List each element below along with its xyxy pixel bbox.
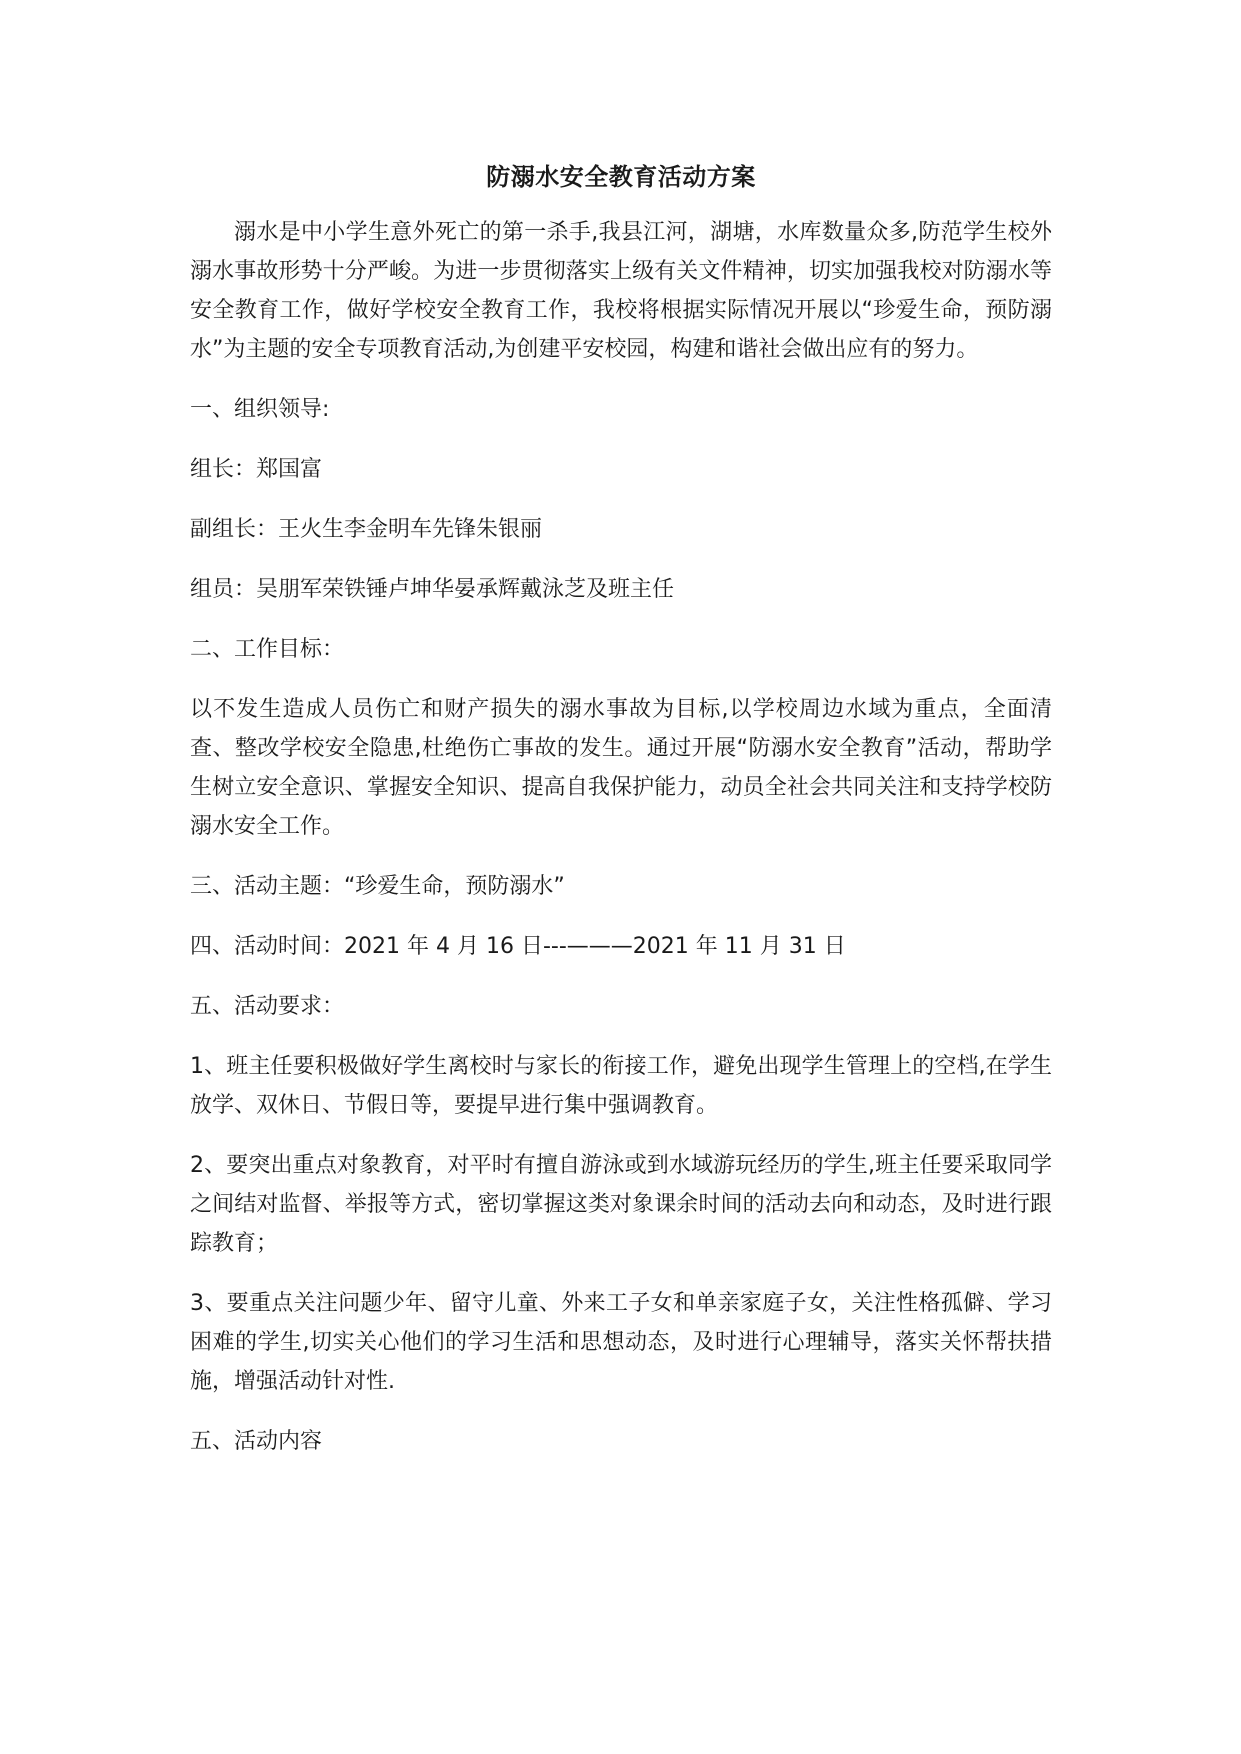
section-heading-goals: 二、工作目标： [190, 637, 345, 662]
members-line: 组员：吴朋军荣铁锤卢坤华晏承辉戴泳芝及班主任 [190, 577, 675, 602]
requirement-item-2: 2、要突出重点对象教育，对平时有擅自游泳或到水域游玩经历的学生,班主任要采取同学之间结对监督、举报等方式，密切掌握这类对象课余时间的活动去向和动态，及时进行跟踪教育； [190, 1153, 1052, 1256]
requirement-item-1: 1、班主任要积极做好学生离校时与家长的衔接工作，避免出现学生管理上的空档,在学生放学、双休日、节假日等，要提早进行集中强调教育。 [190, 1054, 1052, 1118]
section-heading-content: 五、活动内容 [190, 1429, 323, 1454]
intro-paragraph: 溺水是中小学生意外死亡的第一杀手,我县江河，湖塘，水库数量众多,防范学生校外溺水事故形势十分严峻。为进一步贯彻落实上级有关文件精神，切实加强我校对防溺水等安全教育工作，做好学校安全教育工作，我校将根据实际情况开展以“珍爱生命，预防溺水”为主题的安全专项教育活动,为创建平安校园，构建和谐社会做出应有的努力。 [190, 220, 1052, 362]
deputy-leaders-line: 副组长：王火生李金明车先锋朱银丽 [190, 517, 543, 542]
requirement-item-3: 3、要重点关注问题少年、留守儿童、外来工子女和单亲家庭子女，关注性格孤僻、学习困难的学生,切实关心他们的学习生活和思想动态，及时进行心理辅导，落实关怀帮扶措施，增强活动针对性. [190, 1291, 1052, 1394]
section-heading-time: 四、活动时间：2021 年 4 月 16 日---———2021 年 11 月 31 日 [190, 934, 846, 959]
section-heading-organization: 一、组织领导: [190, 397, 330, 422]
document-title: 防溺水安全教育活动方案 [486, 163, 756, 191]
section-heading-theme: 三、活动主题：“珍爱生命，预防溺水” [190, 874, 565, 899]
document-body [190, 158, 1052, 1482]
section-heading-requirements: 五、活动要求： [190, 994, 345, 1019]
goals-paragraph: 以不发生造成人员伤亡和财产损失的溺水事故为目标,以学校周边水域为重点，全面清查、整改学校安全隐患,杜绝伤亡事故的发生。通过开展“防溺水安全教育”活动，帮助学生树立安全意识、掌握安全知识、提高自我保护能力，动员全社会共同关注和支持学校防溺水安全工作。 [190, 697, 1052, 839]
leader-line: 组长：郑国富 [190, 457, 323, 482]
